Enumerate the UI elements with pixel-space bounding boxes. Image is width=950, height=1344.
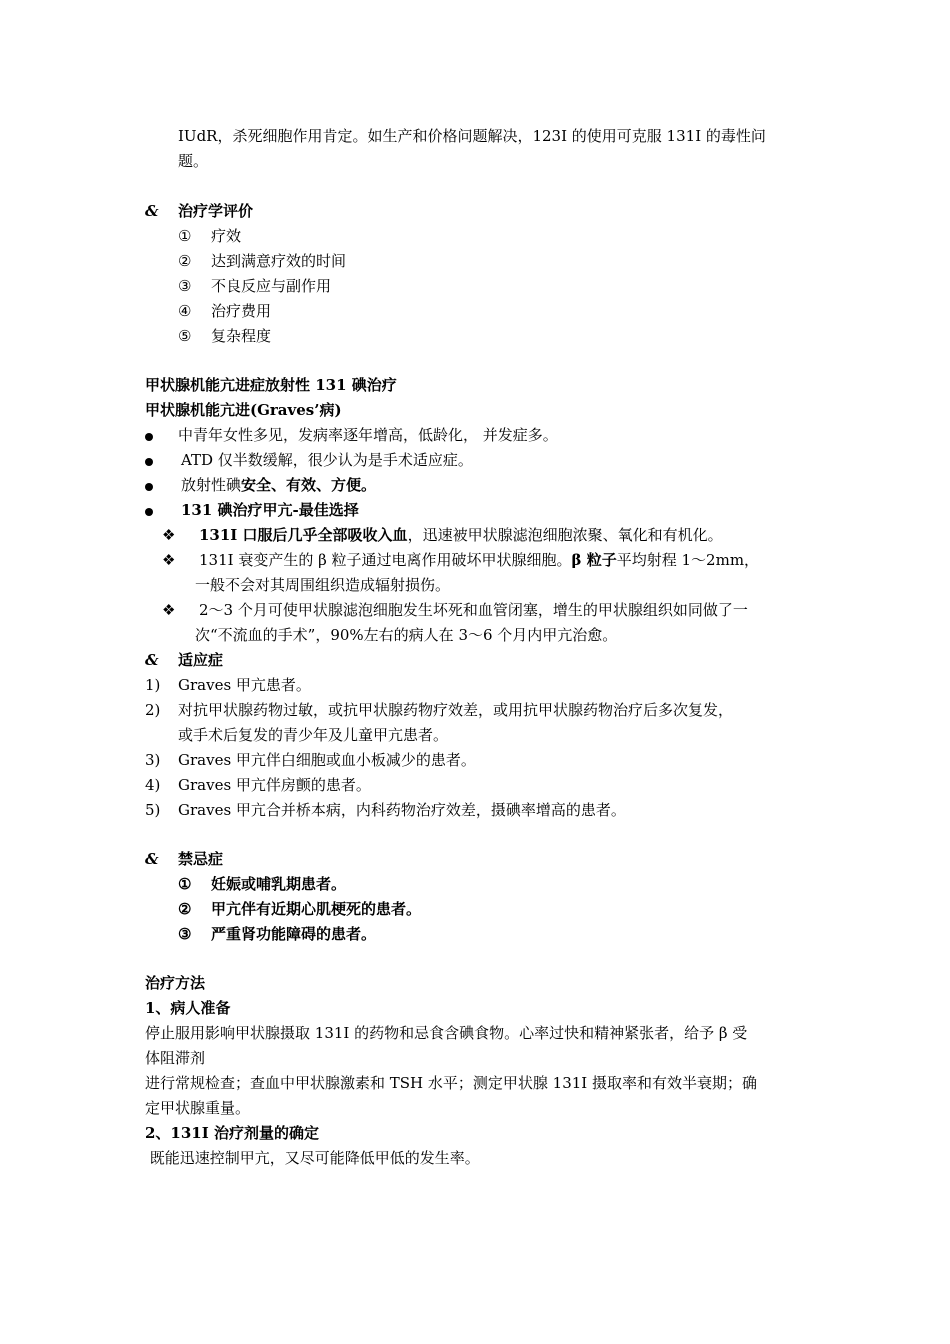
item-number: ④ xyxy=(178,302,192,320)
item-text: Graves 甲亢患者。 xyxy=(178,676,311,694)
method-step-2: 2、131I 治疗剂量的确定 xyxy=(145,1124,319,1142)
bullet-dot-icon xyxy=(145,508,153,516)
indication-item xyxy=(145,698,734,723)
sub-bullet-item xyxy=(0,598,950,623)
bullet-dot-icon xyxy=(145,458,153,466)
diamond-bullet-icon: ❖ xyxy=(162,601,176,619)
sub-bullet-text: 2～3 个月可使甲状腺滤泡细胞发生坏死和血管闭塞，增生的甲状腺组织如同做了一 xyxy=(199,601,748,619)
paragraph-line: 停止服用影响甲状腺摄取 131I 的药物和忌食含碘食物。心率过快和精神紧张者，给予 β 受 xyxy=(145,1024,748,1042)
intro-line-1: IUdR，杀死细胞作用肯定。如生产和价格问题解决，123I 的使用可克服 131I 的毒性问 xyxy=(178,127,766,145)
item-text: 妊娠或哺乳期患者。 xyxy=(211,875,347,893)
item-number: ③ xyxy=(178,925,192,943)
item-number: ① xyxy=(178,227,192,245)
evaluation-item xyxy=(178,249,347,274)
bullet-text: 131 碘治疗甲亢-最佳选择 xyxy=(181,501,359,519)
item-text: 治疗费用 xyxy=(211,302,272,320)
section-subtitle: 甲状腺机能亢进(Graves’病) xyxy=(145,401,342,419)
item-text: Graves 甲亢伴房颤的患者。 xyxy=(178,776,371,794)
sub-bullet-item xyxy=(0,548,950,573)
bullet-dot-icon xyxy=(145,483,153,491)
diamond-bullet-icon: ❖ xyxy=(162,551,176,569)
bullet-text: ATD 仅半数缓解，很少认为是手术适应症。 xyxy=(181,451,473,469)
bullet-item xyxy=(0,423,950,448)
item-text: 甲亢伴有近期心肌梗死的患者。 xyxy=(211,900,422,918)
bullet-text: 放射性碘安全、有效、方便。 xyxy=(181,476,377,494)
item-number: ③ xyxy=(178,277,192,295)
paragraph-line: 定甲状腺重量。 xyxy=(145,1099,251,1117)
item-text: 严重肾功能障碍的患者。 xyxy=(211,925,377,943)
evaluation-item xyxy=(178,299,272,324)
paragraph-line: 进行常规检查；查血中甲状腺激素和 TSH 水平；测定甲状腺 131I 摄取率和有效半衰期；确 xyxy=(145,1074,757,1092)
item-number: 1) xyxy=(145,676,161,694)
bullet-item xyxy=(0,498,950,523)
item-text: 达到满意疗效的时间 xyxy=(211,252,347,270)
evaluation-heading: 治疗学评价 xyxy=(178,202,254,220)
item-text: 对抗甲状腺药物过敏，或抗甲状腺药物疗效差，或用抗甲状腺药物治疗后多次复发， xyxy=(178,701,734,719)
item-number: ⑤ xyxy=(178,327,192,345)
bullet-item xyxy=(0,448,950,473)
evaluation-item xyxy=(178,324,272,349)
sub-bullet-text: 131I 衰变产生的 β 粒子通过电离作用破坏甲状腺细胞。β 粒子平均射程 1～2mm， xyxy=(199,551,760,569)
contraindication-item xyxy=(178,897,422,922)
item-number: ① xyxy=(178,875,192,893)
item-text: 复杂程度 xyxy=(211,327,272,345)
indication-item xyxy=(145,798,626,823)
evaluation-item xyxy=(178,224,242,249)
indication-item xyxy=(145,773,371,798)
contraindications-heading: 禁忌症 xyxy=(178,850,224,868)
item-number: 3) xyxy=(145,751,161,769)
item-text: 疗效 xyxy=(211,227,242,245)
indications-heading: 适应症 xyxy=(178,651,224,669)
sub-bullet-continuation: 一般不会对其周围组织造成辐射损伤。 xyxy=(195,576,451,594)
bullet-dot-icon xyxy=(145,433,153,441)
bullet-item xyxy=(0,473,950,498)
ampersand-icon: & xyxy=(145,651,159,669)
contraindication-item xyxy=(178,922,377,947)
diamond-bullet-icon: ❖ xyxy=(162,526,176,544)
section-title: 甲状腺机能亢进症放射性 131 碘治疗 xyxy=(145,376,397,394)
sub-bullet-item xyxy=(0,523,950,548)
sub-bullet-text: 131I 口服后几乎全部吸收入血，迅速被甲状腺滤泡细胞浓聚、氧化和有机化。 xyxy=(199,526,723,544)
item-number: ② xyxy=(178,252,192,270)
intro-line-2: 题。 xyxy=(178,152,209,170)
item-continuation: 或手术后复发的青少年及儿童甲亢患者。 xyxy=(178,726,449,744)
paragraph-line: 既能迅速控制甲亢，又尽可能降低甲低的发生率。 xyxy=(145,1149,480,1167)
paragraph-line: 体阻滞剂 xyxy=(145,1049,206,1067)
method-heading: 治疗方法 xyxy=(145,974,206,992)
ampersand-icon: & xyxy=(145,850,159,868)
indication-item xyxy=(145,748,476,773)
item-text: Graves 甲亢伴白细胞或血小板减少的患者。 xyxy=(178,751,476,769)
method-step-1: 1、病人准备 xyxy=(145,999,231,1017)
bullet-text: 中青年女性多见，发病率逐年增高，低龄化， 并发症多。 xyxy=(178,426,558,444)
item-text: 不良反应与副作用 xyxy=(211,277,332,295)
item-text: Graves 甲亢合并桥本病，内科药物治疗效差，摄碘率增高的患者。 xyxy=(178,801,626,819)
item-number: 5) xyxy=(145,801,161,819)
indication-item xyxy=(145,673,311,698)
ampersand-icon: & xyxy=(145,202,159,220)
item-number: 2) xyxy=(145,701,161,719)
item-number: ② xyxy=(178,900,192,918)
contraindication-item xyxy=(178,872,347,897)
evaluation-item xyxy=(178,274,332,299)
item-number: 4) xyxy=(145,776,161,794)
sub-bullet-continuation: 次“不流血的手术”，90%左右的病人在 3～6 个月内甲亢治愈。 xyxy=(195,626,618,644)
